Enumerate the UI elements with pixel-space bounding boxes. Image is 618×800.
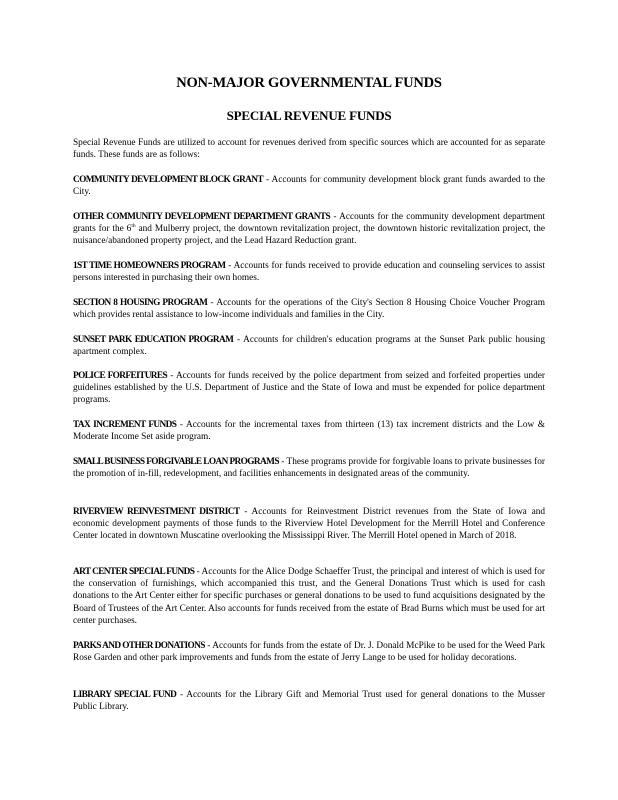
fund-section-sunset-park (73, 334, 545, 358)
fund-heading: OTHER COMMUNITY DEVELOPMENT DEPARTMENT GRANTS (73, 212, 331, 222)
fund-description: - Accounts for the incremental taxes from thirteen (13) tax increment districts and the Low & Moderate Income Set aside program. (73, 420, 545, 443)
fund-section-library (73, 689, 545, 713)
fund-section-riverview (73, 506, 545, 543)
fund-heading: RIVERVIEW REINVESTMENT DISTRICT (73, 507, 240, 517)
fund-description: - Accounts for community development block grant funds awarded to the City. (73, 175, 545, 198)
fund-section-other-cdd-grants (73, 211, 545, 248)
fund-heading: 1ST TIME HOMEOWNERS PROGRAM (73, 261, 226, 271)
fund-description: - Accounts for the community development department grants for the 6 (73, 212, 545, 235)
fund-heading: SECTION 8 HOUSING PROGRAM (73, 298, 208, 308)
fund-description: - These programs provide for forgivable loans to private businesses for the promotion of in-fill, redevelopment, and facilities enhancements in designated areas of the community. (73, 457, 545, 480)
fund-description: - Accounts for funds received by the police department from seized and forfeited properties under guidelines established by the U.S. Department of Justice and the State of Iowa and must be expended for police department programs. (73, 371, 546, 406)
fund-section-parks-donations (73, 640, 545, 664)
intro-paragraph (73, 137, 545, 161)
fund-description: - Accounts for children's education programs at the Sunset Park public housing apartment complex. (73, 335, 545, 358)
ordinal-suffix: th (131, 223, 136, 230)
fund-description: - Accounts for the operations of the City's Section 8 Housing Choice Voucher Program which provides rental assistance to low-income individuals and families in the City. (73, 298, 545, 321)
intro-text: Special Revenue Funds are utilized to account for revenues derived from specific sources which are accounted for as separate funds. These funds are as follows: (73, 138, 545, 161)
fund-description: - Accounts for the Library Gift and Memorial Trust used for general donations to the Musser Public Library. (73, 690, 545, 713)
fund-heading: SUNSET PARK EDUCATION PROGRAM (73, 335, 234, 345)
fund-description: - Accounts for Reinvestment District revenues from the State of Iowa and economic development payments of those funds to the Riverview Hotel Development for the Merrill Hotel and Conference Center located in downtown Muscatine overlooking the Mississippi River. The Merrill Hotel opened in March of 2018. (73, 507, 545, 542)
fund-heading: LIBRARY SPECIAL FUND (73, 690, 177, 700)
fund-description: - Accounts for funds from the estate of Dr. J. Donald McPike to be used for the Weed Park Rose Garden and other park improvements and funds from the estate of Jerry Lange to be used for holiday decorations. (73, 641, 545, 664)
fund-section-homeowners (73, 260, 545, 284)
fund-section-small-business (73, 456, 545, 480)
fund-section-cdbg (73, 174, 545, 198)
fund-section-art-center (73, 566, 545, 627)
fund-heading: ART CENTER SPECIAL FUNDS (73, 567, 195, 577)
fund-section-police-forfeitures (73, 370, 545, 407)
fund-heading: COMMUNITY DEVELOPMENT BLOCK GRANT (73, 175, 264, 185)
fund-heading: PARKS AND OTHER DONATIONS (73, 641, 205, 651)
fund-heading: SMALL BUSINESS FORGIVABLE LOAN PROGRAMS (73, 457, 279, 467)
page-subtitle: SPECIAL REVENUE FUNDS (226, 108, 392, 123)
fund-section-tax-increment (73, 419, 545, 443)
fund-heading: TAX INCREMENT FUNDS (73, 420, 177, 430)
page-title: NON-MAJOR GOVERNMENTAL FUNDS (176, 75, 442, 91)
fund-heading: POLICE FORFEITURES (73, 371, 168, 381)
fund-description: - Accounts for the Alice Dodge Schaeffer Trust, the principal and interest of which is used for the conservation of furnishings, which accompanied this trust, and the General Donations Trust which is used for cash donations to the Art Center either for specific purchases or general donations to be used to fund acquisitions designated by the Board of Trustees of the Art Center. Also accounts for funds received from the estate of Brad Burns which must be used for art center purchases. (73, 567, 545, 626)
fund-section-section8 (73, 297, 545, 321)
fund-description-cont: and Mulberry project, the downtown revitalization project, the downtown historic revitalization project, the nuisance/abandoned property project, and the Lead Hazard Reduction grant. (73, 224, 545, 247)
fund-description: - Accounts for funds received to provide education and counseling services to assist persons interested in purchasing their own homes. (73, 261, 545, 284)
